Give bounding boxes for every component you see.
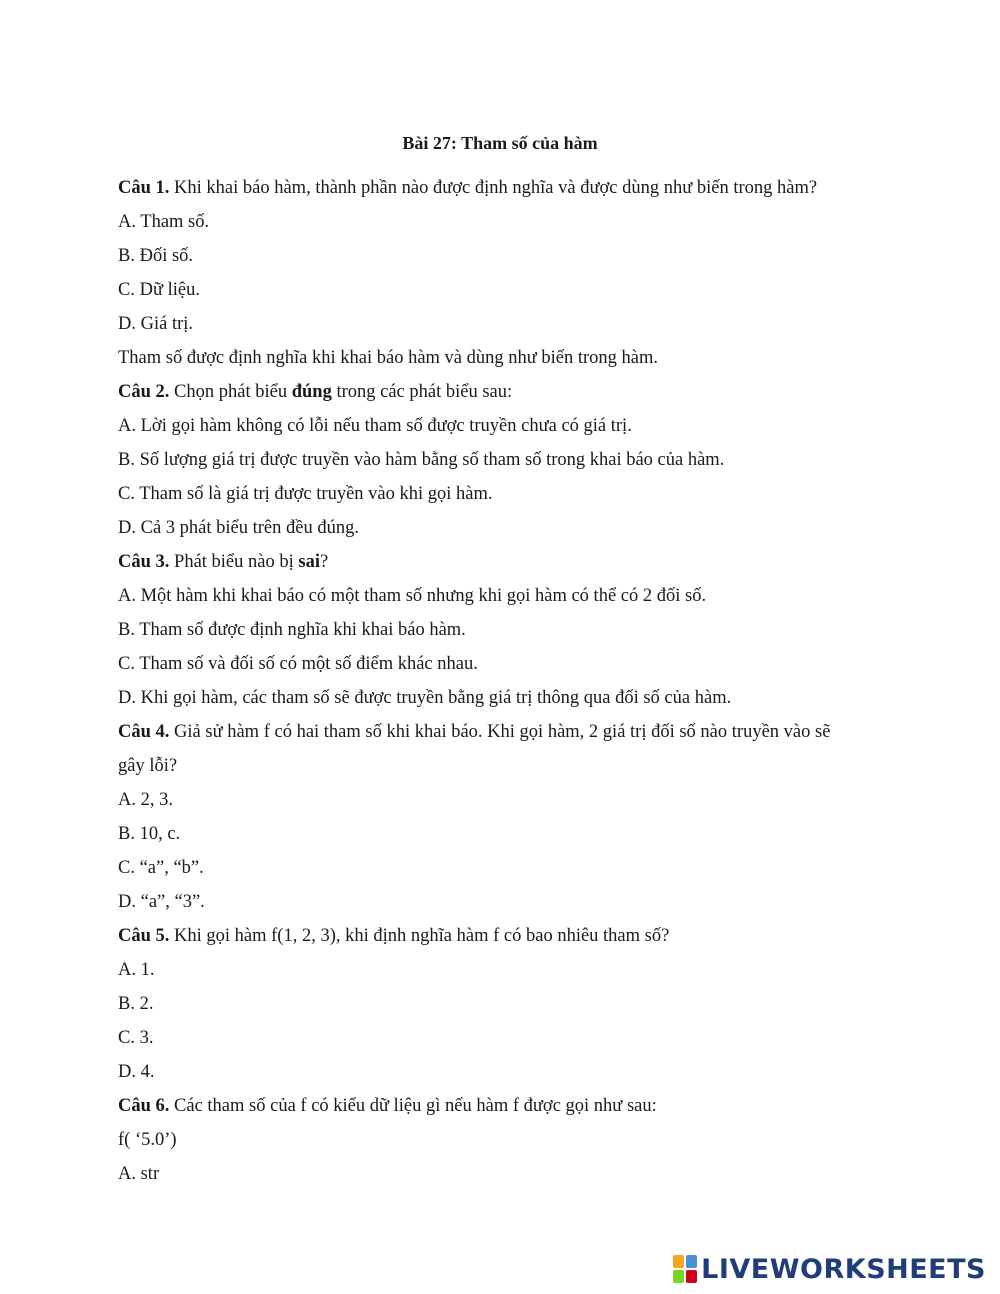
question-label: Câu 6. [118, 1096, 170, 1116]
question-list [118, 171, 898, 1191]
option-4d: D. “a”, “3”. [118, 892, 205, 912]
option-2b: B. Số lượng giá trị được truyền vào hàm bằng số tham số trong khai báo của hàm. [118, 450, 725, 470]
logo-blocks-icon [673, 1255, 697, 1283]
question-text-before: Chọn phát biểu [169, 382, 292, 402]
option-1b: B. Đối số. [118, 246, 194, 266]
question-2 [118, 375, 898, 409]
option-2a: A. Lời gọi hàm không có lỗi nếu tham số được truyền chưa có giá trị. [118, 416, 632, 436]
question-1 [118, 171, 898, 205]
option-3c: C. Tham số và đối số có một số điểm khác nhau. [118, 654, 478, 674]
question-label: Câu 1. [118, 178, 170, 198]
option-5a: A. 1. [118, 960, 155, 980]
logo-block [686, 1270, 697, 1283]
option-5b: B. 2. [118, 994, 154, 1014]
option-1d: D. Giá trị. [118, 314, 194, 334]
option-6a: A. str [118, 1164, 160, 1184]
question-text: Các tham số của f có kiểu dữ liệu gì nếu hàm f được gọi như sau: [169, 1096, 657, 1116]
option-5c: C. 3. [118, 1028, 154, 1048]
question-text: Khi gọi hàm f(1, 2, 3), khi định nghĩa hàm f có bao nhiêu tham số? [169, 926, 670, 946]
question-5 [118, 919, 898, 953]
question-text-before: Phát biểu nào bị [169, 552, 299, 572]
logo-block [673, 1270, 684, 1283]
option-4c: C. “a”, “b”. [118, 858, 204, 878]
question-label: Câu 4. [118, 722, 170, 742]
option-3d: D. Khi gọi hàm, các tham số sẽ được truyền bằng giá trị thông qua đối số của hàm. [118, 688, 732, 708]
option-2d: D. Cả 3 phát biểu trên đều đúng. [118, 518, 359, 538]
option-5d: D. 4. [118, 1062, 155, 1082]
logo-text: LIVEWORKSHEETS [701, 1253, 986, 1285]
question-3 [118, 545, 898, 579]
option-4a: A. 2, 3. [118, 790, 173, 810]
question-text-after: ? [319, 552, 329, 572]
page-title: Bài 27: Tham số của hàm [402, 133, 598, 153]
question-label: Câu 3. [118, 552, 170, 572]
liveworksheets-logo [673, 1251, 986, 1287]
question-4-continued: gây lỗi? [118, 756, 178, 776]
question-label: Câu 5. [118, 926, 170, 946]
question-4 [118, 715, 898, 749]
question-text: Khi khai báo hàm, thành phần nào được định nghĩa và được dùng như biến trong hàm? [169, 178, 818, 198]
logo-block [673, 1255, 684, 1268]
question-label: Câu 2. [118, 382, 170, 402]
question-text: Giả sử hàm f có hai tham số khi khai báo. Khi gọi hàm, 2 giá trị đối số nào truyền vào sẽ [169, 722, 831, 742]
code-snippet: f( ‘5.0’) [118, 1130, 177, 1150]
question-emphasis: sai [298, 552, 320, 572]
option-1a: A. Tham số. [118, 212, 210, 232]
question-6 [118, 1089, 898, 1123]
option-3a: A. Một hàm khi khai báo có một tham số nhưng khi gọi hàm có thể có 2 đối số. [118, 586, 707, 606]
option-4b: B. 10, c. [118, 824, 181, 844]
question-text-after: trong các phát biểu sau: [331, 382, 513, 402]
question-emphasis: đúng [291, 382, 332, 402]
option-1c: C. Dữ liệu. [118, 280, 200, 300]
option-3b: B. Tham số được định nghĩa khi khai báo hàm. [118, 620, 466, 640]
explanation-1: Tham số được định nghĩa khi khai báo hàm và dùng như biến trong hàm. [118, 348, 659, 368]
logo-block [686, 1255, 697, 1268]
option-2c: C. Tham số là giá trị được truyền vào khi gọi hàm. [118, 484, 493, 504]
